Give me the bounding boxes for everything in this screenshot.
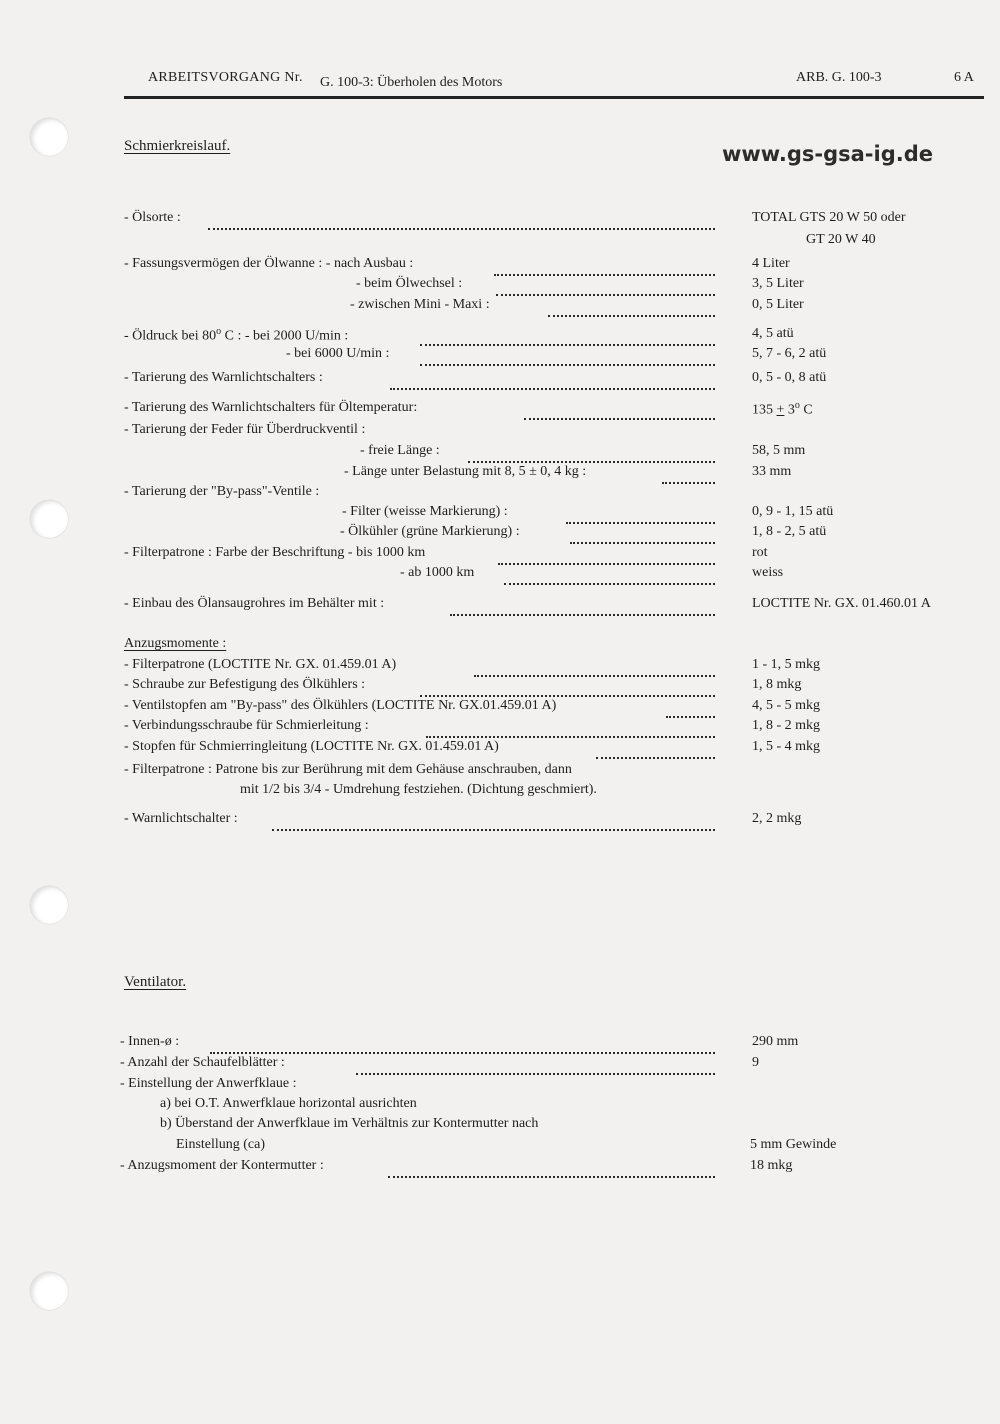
binder-hole-1 <box>30 118 68 156</box>
spec-label: - Tarierung der "By-pass"-Ventile : <box>124 484 320 499</box>
leader-dots <box>496 280 715 296</box>
spec-value: 290 mm <box>752 1034 799 1049</box>
leader-dots <box>272 815 715 831</box>
spec-value: 2, 2 mkg <box>752 811 802 826</box>
spec-label: Einstellung (ca) <box>176 1137 266 1152</box>
spec-value: $135 + 3^o$ C <box>752 400 813 418</box>
spec-label: - Ölsorte : <box>124 210 181 225</box>
spec-value: 18 mkg <box>750 1158 793 1173</box>
leader-dots <box>596 743 715 759</box>
spec-value: 9 <box>752 1055 759 1070</box>
spec-label: - Innen-ø : <box>120 1034 180 1049</box>
spec-value: rot <box>752 545 768 560</box>
torque-row-warning-light <box>0 811 1000 831</box>
spec-label: - Verbindungsschraube für Schmierleitung : <box>124 718 369 733</box>
spec-label: - Filterpatrone : Farbe der Beschriftung - bis 1000 km <box>124 545 426 560</box>
spec-value: 1, 5 - 4 mkg <box>752 739 821 754</box>
claw-step-a: a) bei O.T. Anwerfklaue horizontal ausrichten <box>160 1096 417 1111</box>
spec-value: 0, 5 Liter <box>752 297 804 312</box>
spec-row-bypass <box>0 484 1000 504</box>
spec-value: 5 mm Gewinde <box>750 1137 837 1152</box>
spec-label: - Filterpatrone (LOCTITE Nr. GX. 01.459.01 A) <box>124 657 397 672</box>
spec-value: 4, 5 atü <box>752 326 794 341</box>
leader-dots <box>420 681 715 697</box>
leader-dots <box>662 468 715 484</box>
spec-label: - Stopfen für Schmierringleitung (LOCTITE Nr. GX. 01.459.01 A) <box>124 739 499 754</box>
spec-value: 1 - 1, 5 mkg <box>752 657 821 672</box>
leader-dots <box>356 1059 715 1075</box>
spec-row-spring <box>0 422 1000 442</box>
spec-row-spring-load <box>0 464 1000 484</box>
spec-row-claw-overhang <box>0 1137 1000 1157</box>
spec-row-blade-count <box>0 1055 1000 1075</box>
spec-row-oil-type <box>0 210 1000 230</box>
spec-value: 5, 7 - 6, 2 atü <box>752 346 827 361</box>
spec-value: 3, 5 Liter <box>752 276 804 291</box>
spec-row-temp-switch <box>0 400 1000 420</box>
spec-label: - Ölkühler (grüne Markierung) : <box>340 524 520 539</box>
leader-dots <box>566 508 715 524</box>
spec-row-intake-tube <box>0 596 1000 616</box>
header-rule <box>124 96 984 99</box>
spec-row-pressure-6000 <box>0 346 1000 366</box>
torque-row <box>0 677 1000 697</box>
spec-label: - Warnlichtschalter : <box>124 811 238 826</box>
spec-label: - Einbau des Ölansaugrohres im Behälter mit : <box>124 596 385 611</box>
binder-hole-4 <box>30 1272 68 1310</box>
watermark-url: www.gs-gsa-ig.de <box>722 142 933 166</box>
spec-value: 4 Liter <box>752 256 790 271</box>
spec-label: - Öldruck bei 80$^o$ C : - bei 2000 U/min : <box>124 326 349 344</box>
spec-value: weiss <box>752 565 784 580</box>
leader-dots <box>524 404 715 420</box>
spec-label: - bei 6000 U/min : <box>286 346 390 361</box>
spec-label: - Tarierung des Warnlichtschalters für Öltemperatur: <box>124 400 418 415</box>
cartridge-note: - Filterpatrone : Patrone bis zur Berührung mit dem Gehäuse anschrauben, dann <box>124 762 572 777</box>
spec-value: 4, 5 - 5 mkg <box>752 698 821 713</box>
spec-row-oil-pressure <box>0 326 1000 346</box>
leader-dots <box>570 528 715 544</box>
spec-value-cont: GT 20 W 40 <box>806 232 876 247</box>
leader-dots <box>666 702 715 718</box>
spec-value: 1, 8 - 2 mkg <box>752 718 821 733</box>
section-heading-torques: Anzugsmomente : <box>124 636 227 651</box>
claw-setting-label: - Einstellung der Anwerfklaue : <box>120 1076 297 1091</box>
spec-row-spring-free-length <box>0 443 1000 463</box>
spec-label: - Filter (weisse Markierung) : <box>342 504 508 519</box>
leader-dots <box>450 600 715 616</box>
leader-dots <box>208 214 715 230</box>
spec-row-warning-switch <box>0 370 1000 390</box>
spec-value: TOTAL GTS 20 W 50 oder <box>752 210 906 225</box>
spec-row-inner-diameter <box>0 1034 1000 1054</box>
leader-dots <box>420 350 715 366</box>
spec-value: 0, 5 - 0, 8 atü <box>752 370 827 385</box>
spec-row-cartridge-after <box>0 565 1000 585</box>
section-heading-fan: Ventilator. <box>124 974 187 990</box>
spec-label: - freie Länge : <box>360 443 440 458</box>
leader-dots <box>420 330 715 346</box>
leader-dots <box>494 260 715 276</box>
leader-dots <box>390 374 715 390</box>
spec-value: 58, 5 mm <box>752 443 806 458</box>
torque-row <box>0 698 1000 718</box>
spec-row-oil-change <box>0 276 1000 296</box>
spec-value: 0, 9 - 1, 15 atü <box>752 504 834 519</box>
leader-dots <box>548 301 715 317</box>
cartridge-note-cont: mit 1/2 bis 3/4 - Umdrehung festziehen. (Dichtung geschmiert). <box>240 782 597 797</box>
spec-label: - Länge unter Belastung mit 8, 5 ± 0, 4 kg : <box>344 464 587 479</box>
torque-row <box>0 657 1000 677</box>
header-ref: ARB. G. 100-3 <box>796 70 882 85</box>
leader-dots <box>498 549 715 565</box>
spec-value: 1, 8 mkg <box>752 677 802 692</box>
spec-label: - Anzahl der Schaufelblätter : <box>120 1055 285 1070</box>
leader-dots <box>426 722 715 738</box>
leader-dots <box>468 447 715 463</box>
spec-label: - beim Ölwechsel : <box>356 276 463 291</box>
spec-label: - Fassungsvermögen der Ölwanne : - nach Ausbau : <box>124 256 414 271</box>
torque-row <box>0 718 1000 738</box>
section-heading-lubrication: Schmierkreislauf. <box>124 138 231 154</box>
spec-row-bypass-filter <box>0 504 1000 524</box>
header-title: G. 100-3: Überholen des Motors <box>320 75 503 90</box>
spec-label: - zwischen Mini - Maxi : <box>350 297 490 312</box>
spec-label: - Tarierung des Warnlichtschalters : <box>124 370 323 385</box>
spec-label: - Tarierung der Feder für Überdruckventil : <box>124 422 366 437</box>
claw-step-b: b) Überstand der Anwerfklaue im Verhältnis zur Kontermutter nach <box>160 1116 539 1131</box>
spec-row-cartridge-color <box>0 545 1000 565</box>
leader-dots <box>504 569 715 585</box>
leader-dots <box>388 1162 715 1178</box>
header-page-number: 6 A <box>954 70 974 85</box>
binder-hole-3 <box>30 886 68 924</box>
spec-row-capacity <box>0 256 1000 276</box>
spec-label: - Anzugsmoment der Kontermutter : <box>120 1158 324 1173</box>
spec-label: - Schraube zur Befestigung des Ölkühlers : <box>124 677 366 692</box>
spec-value: 33 mm <box>752 464 792 479</box>
spec-row-min-max <box>0 297 1000 317</box>
spec-value: 1, 8 - 2, 5 atü <box>752 524 827 539</box>
spec-row-bypass-cooler <box>0 524 1000 544</box>
leader-dots <box>474 661 715 677</box>
spec-label: - Ventilstopfen am "By-pass" des Ölkühlers (LOCTITE Nr. GX.01.459.01 A) <box>124 698 557 713</box>
header-prefix: ARBEITSVORGANG Nr. <box>148 70 303 85</box>
spec-label: - ab 1000 km <box>400 565 475 580</box>
spec-value: LOCTITE Nr. GX. 01.460.01 A <box>752 596 931 611</box>
spec-row-locknut-torque <box>0 1158 1000 1178</box>
torque-row <box>0 739 1000 759</box>
leader-dots <box>210 1038 715 1054</box>
